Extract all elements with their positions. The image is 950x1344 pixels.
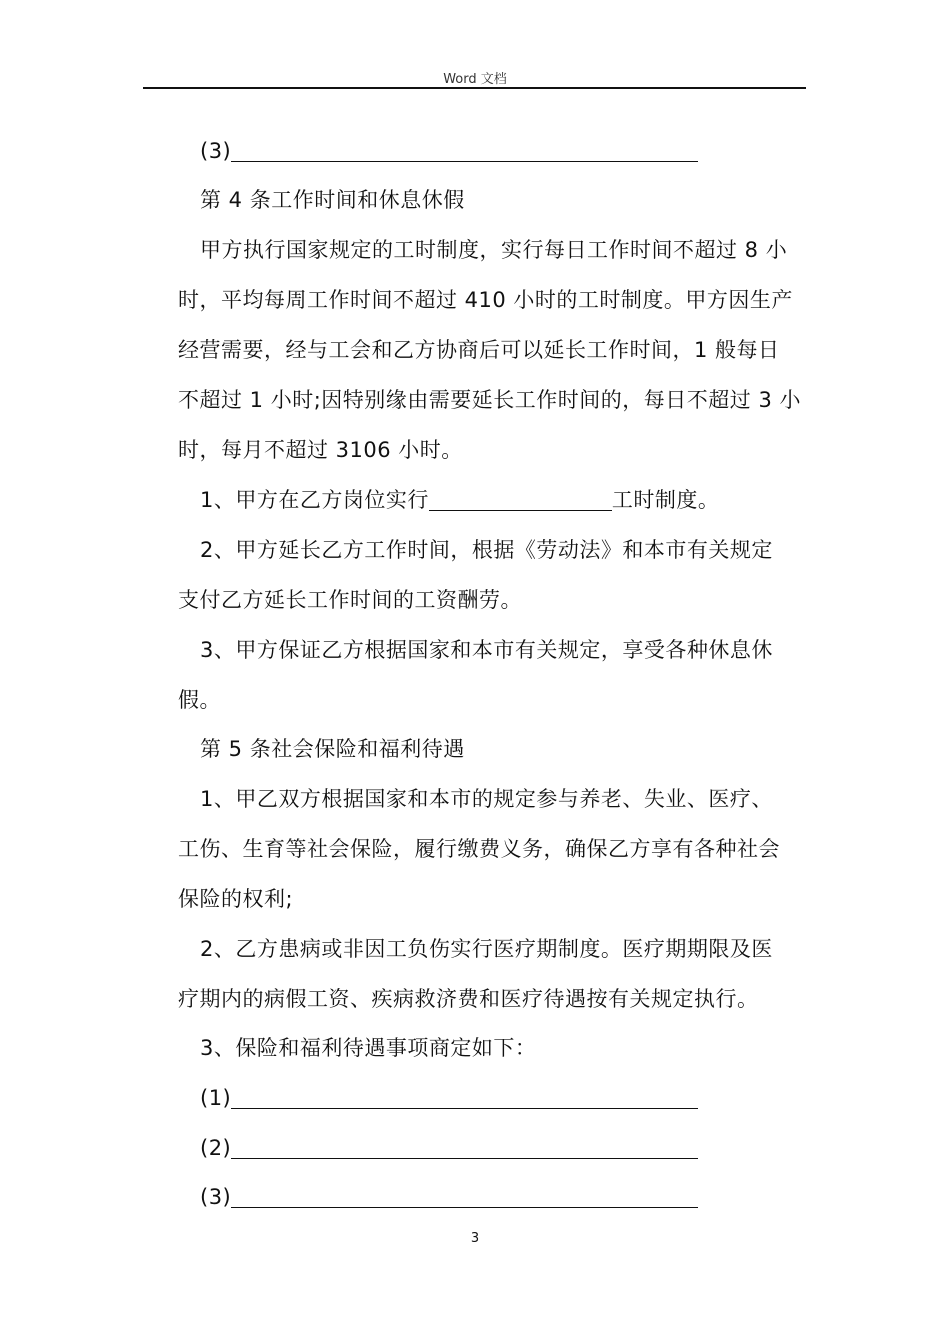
- item-label: (3): [200, 1185, 232, 1209]
- header-rule: [143, 87, 806, 89]
- item-label: (2): [200, 1136, 232, 1160]
- page-header: Word 文档: [443, 72, 507, 87]
- article-4-title: 第 4 条工作时间和休息休假: [200, 188, 465, 212]
- paragraph-line: 2、乙方患病或非因工负伤实行医疗期制度。医疗期期限及医: [200, 937, 773, 961]
- paragraph-line: 3、甲方保证乙方根据国家和本市有关规定，享受各种休息休: [200, 638, 773, 662]
- paragraph-line: 假。: [178, 688, 221, 712]
- paragraph-line: 甲方执行国家规定的工时制度，实行每日工作时间不超过 8 小: [200, 238, 788, 262]
- paragraph-line: 2、甲方延长乙方工作时间，根据《劳动法》和本市有关规定: [200, 538, 773, 562]
- fill-in-item: [200, 1183, 840, 1211]
- paragraph-line: 疗期内的病假工资、疾病救济费和医疗待遇按有关规定执行。: [178, 987, 759, 1011]
- paragraph-line: 3、保险和福利待遇事项商定如下：: [200, 1036, 537, 1060]
- item-label: (1): [200, 1086, 232, 1110]
- fill-in-item: [200, 1134, 840, 1162]
- page-number: 3: [470, 1231, 480, 1246]
- paragraph-line: 经营需要，经与工会和乙方协商后可以延长工作时间，1 般每日: [178, 338, 780, 362]
- blank-line[interactable]: [231, 1136, 698, 1159]
- item-label: (3): [200, 139, 232, 163]
- fill-in-item: [200, 486, 840, 514]
- item-text-suffix: 工时制度。: [611, 488, 720, 512]
- blank-line[interactable]: [231, 139, 698, 162]
- item-text-prefix: 1、甲方在乙方岗位实行: [200, 488, 429, 512]
- paragraph-line: 1、甲乙双方根据国家和本市的规定参与养老、失业、医疗、: [200, 787, 773, 811]
- paragraph-line: 工伤、生育等社会保险，履行缴费义务，确保乙方享有各种社会: [178, 837, 780, 861]
- fill-in-item: [200, 137, 840, 165]
- paragraph-line: 时，每月不超过 3106 小时。: [178, 438, 463, 462]
- paragraph-line: 支付乙方延长工作时间的工资酬劳。: [178, 588, 522, 612]
- paragraph-line: 时，平均每周工作时间不超过 410 小时的工时制度。甲方因生产: [178, 288, 793, 312]
- blank-line[interactable]: [231, 1086, 698, 1109]
- paragraph-line: 保险的权利;: [178, 887, 294, 911]
- blank-line[interactable]: [231, 1185, 698, 1208]
- fill-in-item: [200, 1084, 840, 1112]
- article-5-title: 第 5 条社会保险和福利待遇: [200, 737, 465, 761]
- blank-line[interactable]: [429, 488, 612, 511]
- paragraph-line: 不超过 1 小时;因特别缘由需要延长工作时间的，每日不超过 3 小: [178, 388, 801, 412]
